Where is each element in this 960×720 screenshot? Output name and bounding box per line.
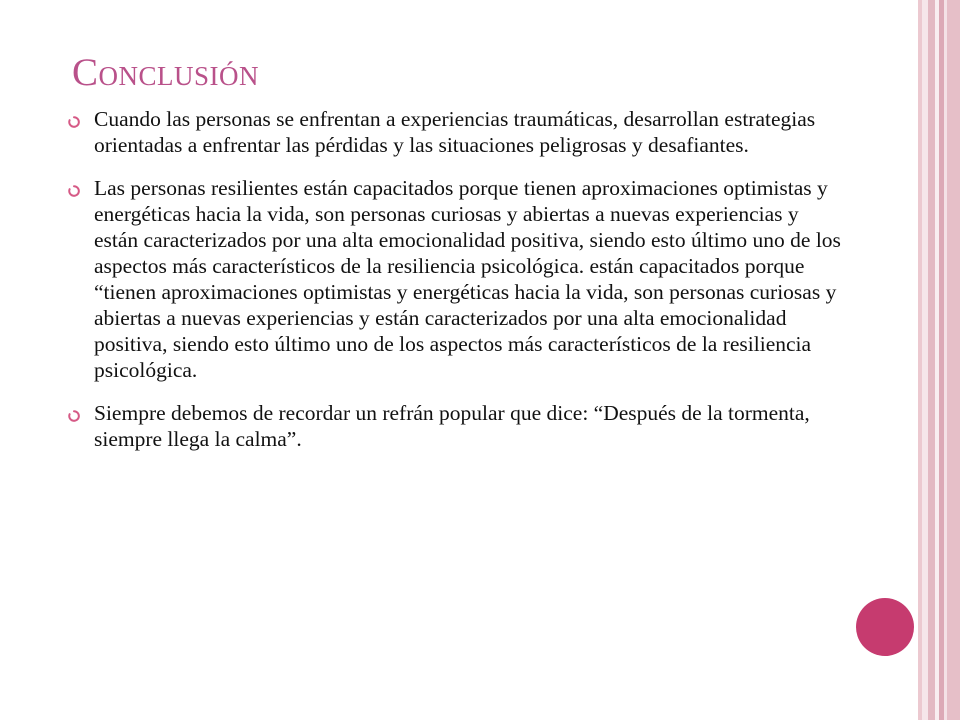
accent-circle (856, 598, 914, 656)
bullet-list (68, 106, 848, 469)
ring-bullet-icon (68, 410, 80, 422)
slide-title: Conclusión (72, 51, 260, 94)
bullet-text: Siempre debemos de recordar un refrán popular que dice: “Después de la tormenta, siempre llega la calma”. (94, 401, 810, 451)
decorative-stripe (947, 0, 960, 720)
bullet-text: Cuando las personas se enfrentan a experiencias traumáticas, desarrollan estrategias orientadas a enfrentar las pérdidas y las situaciones peligrosas y desafiantes. (94, 107, 816, 157)
bullet-item (68, 106, 848, 158)
decorative-stripe (928, 0, 935, 720)
bullet-item (68, 175, 848, 383)
ring-bullet-icon (68, 116, 80, 128)
bullet-item (68, 400, 848, 452)
ring-bullet-icon (68, 185, 80, 197)
bullet-text: Las personas resilientes están capacitados porque tienen aproximaciones optimistas y energéticas hacia la vida, son personas curiosas y abiertas a nuevas experiencias y están caracterizados por una alta emocionalidad positiva, siendo esto último uno de los aspectos más característicos de la resiliencia psicológica. están capacitados porque “tienen aproximaciones optimistas y energéticas hacia la vida, son personas curiosas y abiertas a nuevas experiencias y están caracterizados por una alta emocionalidad positiva, siendo esto último uno de los aspectos más característicos de la resiliencia psicológica. (94, 176, 841, 382)
